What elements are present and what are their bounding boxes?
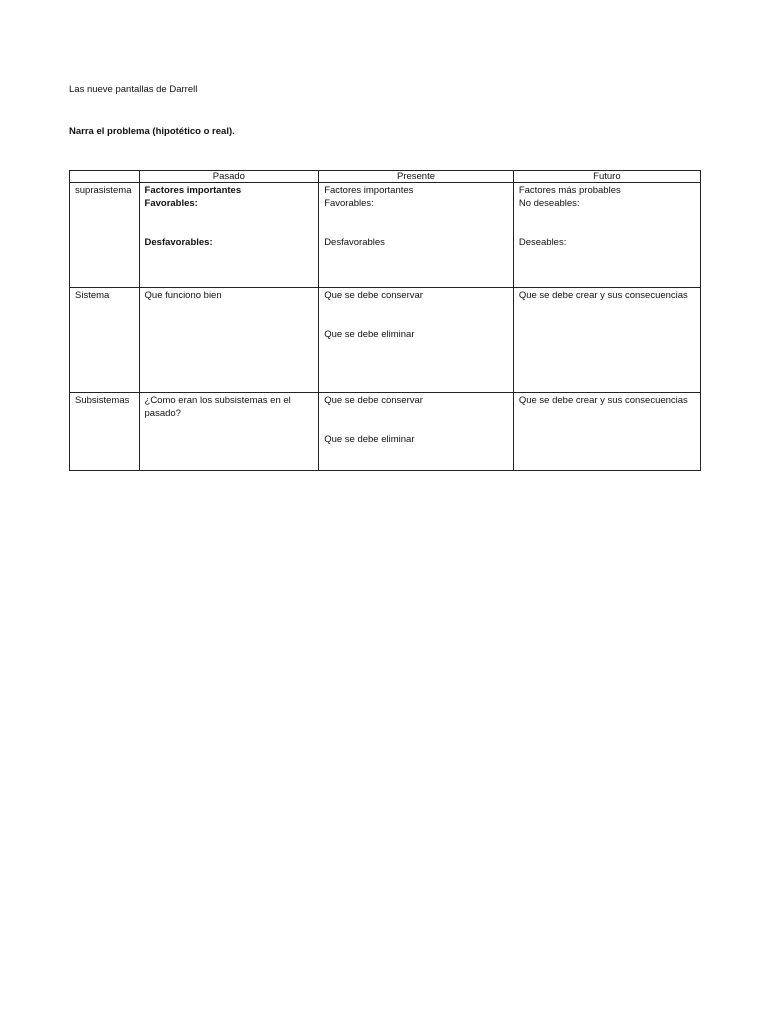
cell-sistema-presente bbox=[319, 288, 514, 393]
header-futuro: Futuro bbox=[513, 171, 700, 183]
table-header-row bbox=[70, 171, 701, 183]
cell-text: Factores importantes bbox=[144, 185, 242, 196]
header-empty bbox=[70, 171, 140, 183]
row-label-subsistemas: Subsistemas bbox=[70, 393, 140, 471]
cell-text: Factores importantes bbox=[324, 185, 414, 196]
cell-text: Factores más probables bbox=[518, 185, 621, 196]
cell-subsistemas-pasado bbox=[139, 393, 319, 471]
table-row-subsistemas bbox=[70, 393, 701, 471]
cell-subsistemas-futuro bbox=[513, 393, 700, 471]
cell-text: Que se debe conservar bbox=[324, 290, 423, 301]
cell-text: Que se debe eliminar bbox=[324, 329, 415, 340]
cell-sistema-futuro bbox=[513, 288, 700, 393]
table-row-suprasistema bbox=[70, 183, 701, 288]
cell-text: Deseables: bbox=[518, 237, 567, 248]
cell-text: Que funciono bien bbox=[144, 290, 222, 301]
cell-text: No deseables: bbox=[518, 198, 580, 209]
cell-text: Que se debe eliminar bbox=[324, 434, 415, 445]
header-pasado: Pasado bbox=[139, 171, 319, 183]
cell-text: Que se debe crear y sus consecuencias bbox=[518, 290, 688, 301]
header-presente: Presente bbox=[319, 171, 514, 183]
document-subtitle: Narra el problema (hipotético o real). bbox=[69, 126, 235, 137]
row-label-sistema: Sistema bbox=[70, 288, 140, 393]
cell-text: ¿Como eran los subsistemas en el pasado? bbox=[144, 395, 291, 419]
cell-text: Que se debe conservar bbox=[324, 395, 423, 406]
cell-text: Desfavorables: bbox=[144, 237, 213, 248]
cell-suprasistema-pasado bbox=[139, 183, 319, 288]
table-row-sistema bbox=[70, 288, 701, 393]
cell-sistema-pasado bbox=[139, 288, 319, 393]
cell-text: Que se debe crear y sus consecuencias bbox=[518, 395, 688, 406]
cell-suprasistema-futuro bbox=[513, 183, 700, 288]
cell-text: Desfavorables bbox=[324, 237, 385, 248]
document-title: Las nueve pantallas de Darrell bbox=[69, 84, 198, 95]
cell-text: Favorables: bbox=[144, 198, 198, 209]
nine-screens-table bbox=[69, 170, 701, 471]
row-label-suprasistema: suprasistema bbox=[70, 183, 140, 288]
cell-subsistemas-presente bbox=[319, 393, 514, 471]
cell-suprasistema-presente bbox=[319, 183, 514, 288]
cell-text: Favorables: bbox=[324, 198, 374, 209]
